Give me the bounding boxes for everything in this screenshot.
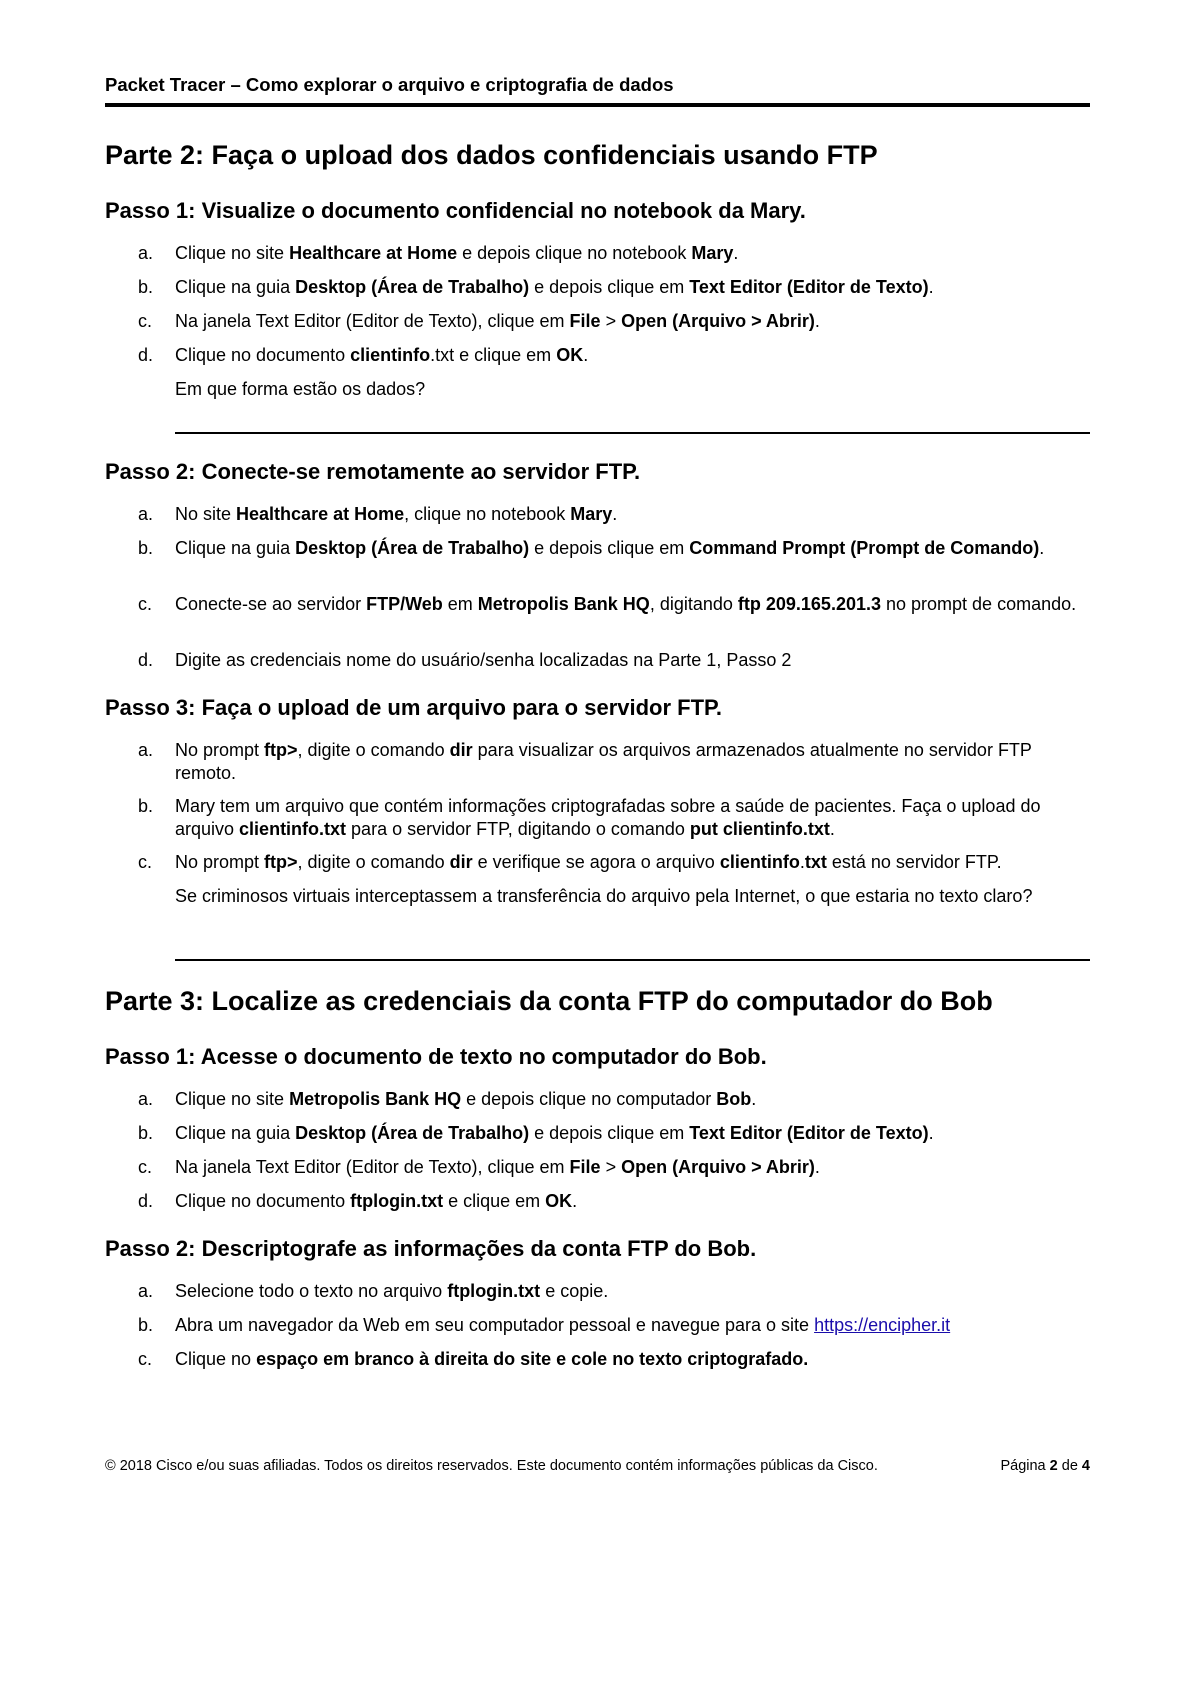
list-marker: d. xyxy=(138,650,154,670)
list-marker: d. xyxy=(138,1191,154,1211)
header-divider xyxy=(105,103,1090,107)
list-item-text: No prompt ftp>, digite o comando dir e verifique se agora o arquivo clientinfo.txt está no servidor FTP. xyxy=(175,852,1002,872)
list-item-text: Clique no espaço em branco à direita do site e cole no texto criptografado. xyxy=(175,1349,809,1369)
list-item-text: Conecte-se ao servidor FTP/Web em Metropolis Bank HQ, digitando ftp 209.165.201.3 no prompt de comando. xyxy=(175,594,1077,614)
list-marker: b. xyxy=(138,538,154,558)
list-marker: c. xyxy=(138,1349,153,1369)
list-item-text: Clique na guia Desktop (Área de Trabalho) e depois clique em Command Prompt (Prompt de Comando). xyxy=(175,538,1045,558)
question-text: Se criminosos virtuais interceptassem a transferência do arquivo pela Internet, o que estaria no texto claro? xyxy=(175,886,1033,906)
list-item-text: Selecione todo o texto no arquivo ftplogin.txt e copie. xyxy=(175,1281,609,1301)
footer-copyright: © 2018 Cisco e/ou suas afiliadas. Todos os direitos reservados. Este documento contém informações públicas da Cisco. xyxy=(105,1458,878,1474)
list-marker: c. xyxy=(138,594,153,614)
list-item-text: Abra um navegador da Web em seu computador pessoal e navegue para o site https://encipher.it xyxy=(175,1315,951,1335)
list-item-text: No site Healthcare at Home, clique no notebook Mary. xyxy=(175,504,618,524)
part3-title: Parte 3: Localize as credenciais da conta FTP do computador do Bob xyxy=(105,986,993,1016)
list-item-text: Clique no site Healthcare at Home e depois clique no notebook Mary. xyxy=(175,243,739,263)
part3-step1-title: Passo 1: Acesse o documento de texto no computador do Bob. xyxy=(105,1044,767,1069)
list-item-text: Clique no documento ftplogin.txt e clique em OK. xyxy=(175,1191,578,1211)
encipher-link[interactable]: https://encipher.it xyxy=(814,1315,951,1335)
footer-page-number: Página 2 de 4 xyxy=(1000,1458,1090,1474)
list-item-text: Clique na guia Desktop (Área de Trabalho) e depois clique em Text Editor (Editor de Texto). xyxy=(175,277,934,297)
list-marker: b. xyxy=(138,277,154,297)
part3-step2-title: Passo 2: Descriptografe as informações da conta FTP do Bob. xyxy=(105,1236,757,1261)
part2-title: Parte 2: Faça o upload dos dados confidenciais usando FTP xyxy=(105,140,878,170)
answer-line[interactable] xyxy=(175,432,1090,434)
list-item-text: Clique na guia Desktop (Área de Trabalho) e depois clique em Text Editor (Editor de Texto). xyxy=(175,1123,934,1143)
part2-step1-title: Passo 1: Visualize o documento confidencial no notebook da Mary. xyxy=(105,198,806,223)
list-item-text: Mary tem um arquivo que contém informações criptografadas sobre a saúde de pacientes. Faça o upload do arquivo clientinfo.txt para o servidor FTP, digitando o comando put clientinfo.txt. xyxy=(175,796,1041,839)
list-item-text: Digite as credenciais nome do usuário/senha localizadas na Parte 1, Passo 2 xyxy=(175,650,792,670)
document-page xyxy=(105,0,1090,1682)
list-item-text: Clique no documento clientinfo.txt e clique em OK. xyxy=(175,345,589,365)
list-marker: b. xyxy=(138,796,154,816)
list-marker: a. xyxy=(138,740,154,760)
list-marker: b. xyxy=(138,1315,154,1335)
list-marker: a. xyxy=(138,504,154,524)
list-marker: c. xyxy=(138,311,153,331)
list-marker: a. xyxy=(138,243,154,263)
list-item-text: Na janela Text Editor (Editor de Texto), clique em File > Open (Arquivo > Abrir). xyxy=(175,1157,820,1177)
list-marker: a. xyxy=(138,1089,154,1109)
list-marker: c. xyxy=(138,1157,153,1177)
document-header-title: Packet Tracer – Como explorar o arquivo e criptografia de dados xyxy=(105,74,674,95)
answer-line[interactable] xyxy=(175,959,1090,961)
list-marker: d. xyxy=(138,345,154,365)
list-marker: b. xyxy=(138,1123,154,1143)
list-item-text: Clique no site Metropolis Bank HQ e depois clique no computador Bob. xyxy=(175,1089,757,1109)
list-item-text: Na janela Text Editor (Editor de Texto), clique em File > Open (Arquivo > Abrir). xyxy=(175,311,820,331)
question-text: Em que forma estão os dados? xyxy=(175,379,426,399)
list-marker: c. xyxy=(138,852,153,872)
part2-step2-title: Passo 2: Conecte-se remotamente ao servidor FTP. xyxy=(105,459,641,484)
part2-step3-title: Passo 3: Faça o upload de um arquivo para o servidor FTP. xyxy=(105,695,722,720)
list-marker: a. xyxy=(138,1281,154,1301)
list-item-text: No prompt ftp>, digite o comando dir para visualizar os arquivos armazenados atualmente no servidor FTP remoto. xyxy=(175,740,1032,783)
